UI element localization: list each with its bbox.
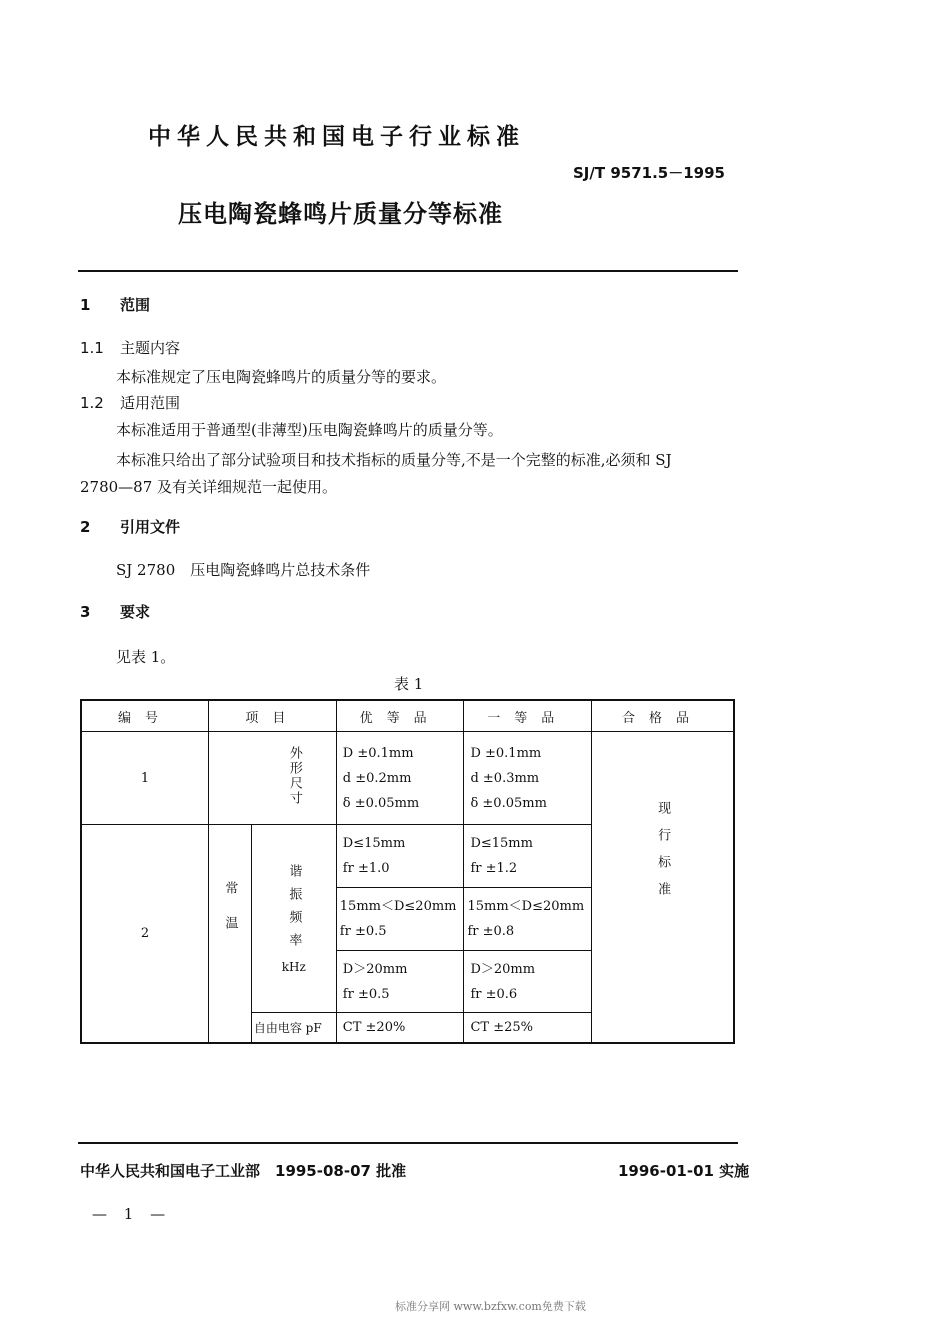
qualified-standard: 现行标准 (655, 800, 671, 909)
section-1-heading: 1 范围 (80, 296, 151, 314)
header-rule (78, 270, 738, 272)
section-1-2-text-1: 本标准适用于普通型(非薄型)压电陶瓷蜂鸣片的质量分等。 (116, 421, 503, 439)
header-excellent: 优等品 (336, 700, 464, 732)
page-number: — 1 — (92, 1205, 172, 1223)
watermark-text: 标准分享网 www.bzfxw.com免费下载 (395, 1300, 586, 1313)
row2c-excellent: D＞20mm fr ±0.5 (336, 951, 464, 1013)
table-caption: 表 1 (394, 675, 424, 693)
header-item: 项目 (208, 700, 336, 732)
industry-title: 中华人民共和国电子行业标准 (148, 124, 525, 150)
effective-date: 1996-01-01 实施 (618, 1162, 750, 1180)
row2-cap-label: 自由电容 pF (251, 1013, 336, 1043)
row2b-excellent: 15mm＜D≤20mm fr ±0.5 (336, 888, 464, 951)
section-1-2-text-2: 本标准只给出了部分试验项目和技术指标的质量分等,不是一个完整的标准,必须和 SJ (116, 451, 672, 469)
header-no: 编号 (81, 700, 208, 732)
row2a-excellent: D≤15mm fr ±1.0 (336, 825, 464, 888)
row1-first: D ±0.1mm d ±0.3mm δ ±0.05mm (464, 732, 592, 825)
section-1-1-heading: 1.1 主题内容 (80, 339, 181, 357)
row2-group: 常温 (222, 881, 238, 952)
section-1-1-text: 本标准规定了压电陶瓷蜂鸣片的质量分等的要求。 (116, 368, 447, 386)
table-header-row (81, 700, 734, 732)
row2a-first: D≤15mm fr ±1.2 (464, 825, 592, 888)
section-1-2-text-3: 2780—87 及有关详细规范一起使用。 (80, 478, 338, 496)
row1-excellent: D ±0.1mm d ±0.2mm δ ±0.05mm (336, 732, 464, 825)
row2b-first: 15mm＜D≤20mm fr ±0.8 (464, 888, 592, 951)
quality-grade-table (80, 699, 735, 1044)
reference-entry: SJ 2780 压电陶瓷蜂鸣片总技术条件 (116, 561, 371, 579)
header-first: 一等品 (464, 700, 592, 732)
section-3-text: 见表 1。 (116, 648, 176, 666)
row1-item: 外形尺寸 (286, 746, 302, 806)
standard-code: SJ/T 9571.5－1995 (573, 164, 725, 182)
table-row (81, 732, 734, 825)
row2-no: 2 (81, 825, 208, 1043)
row2-sub-item: 谐振频率 (286, 863, 302, 956)
section-1-2-heading: 1.2 适用范围 (80, 394, 181, 412)
footer-rule (78, 1142, 738, 1144)
issuer-approval: 中华人民共和国电子工业部 1995-08-07 批准 (80, 1162, 407, 1180)
row1-no: 1 (81, 732, 208, 825)
row2-unit: kHz (281, 959, 306, 974)
section-2-heading: 2 引用文件 (80, 518, 181, 536)
row2c-first: D＞20mm fr ±0.6 (464, 951, 592, 1013)
header-qualified: 合格品 (592, 700, 734, 732)
row2-cap-excellent: CT ±20% (336, 1013, 464, 1043)
row2-cap-first: CT ±25% (464, 1013, 592, 1043)
section-3-heading: 3 要求 (80, 603, 151, 621)
document-title: 压电陶瓷蜂鸣片质量分等标准 (178, 200, 503, 228)
